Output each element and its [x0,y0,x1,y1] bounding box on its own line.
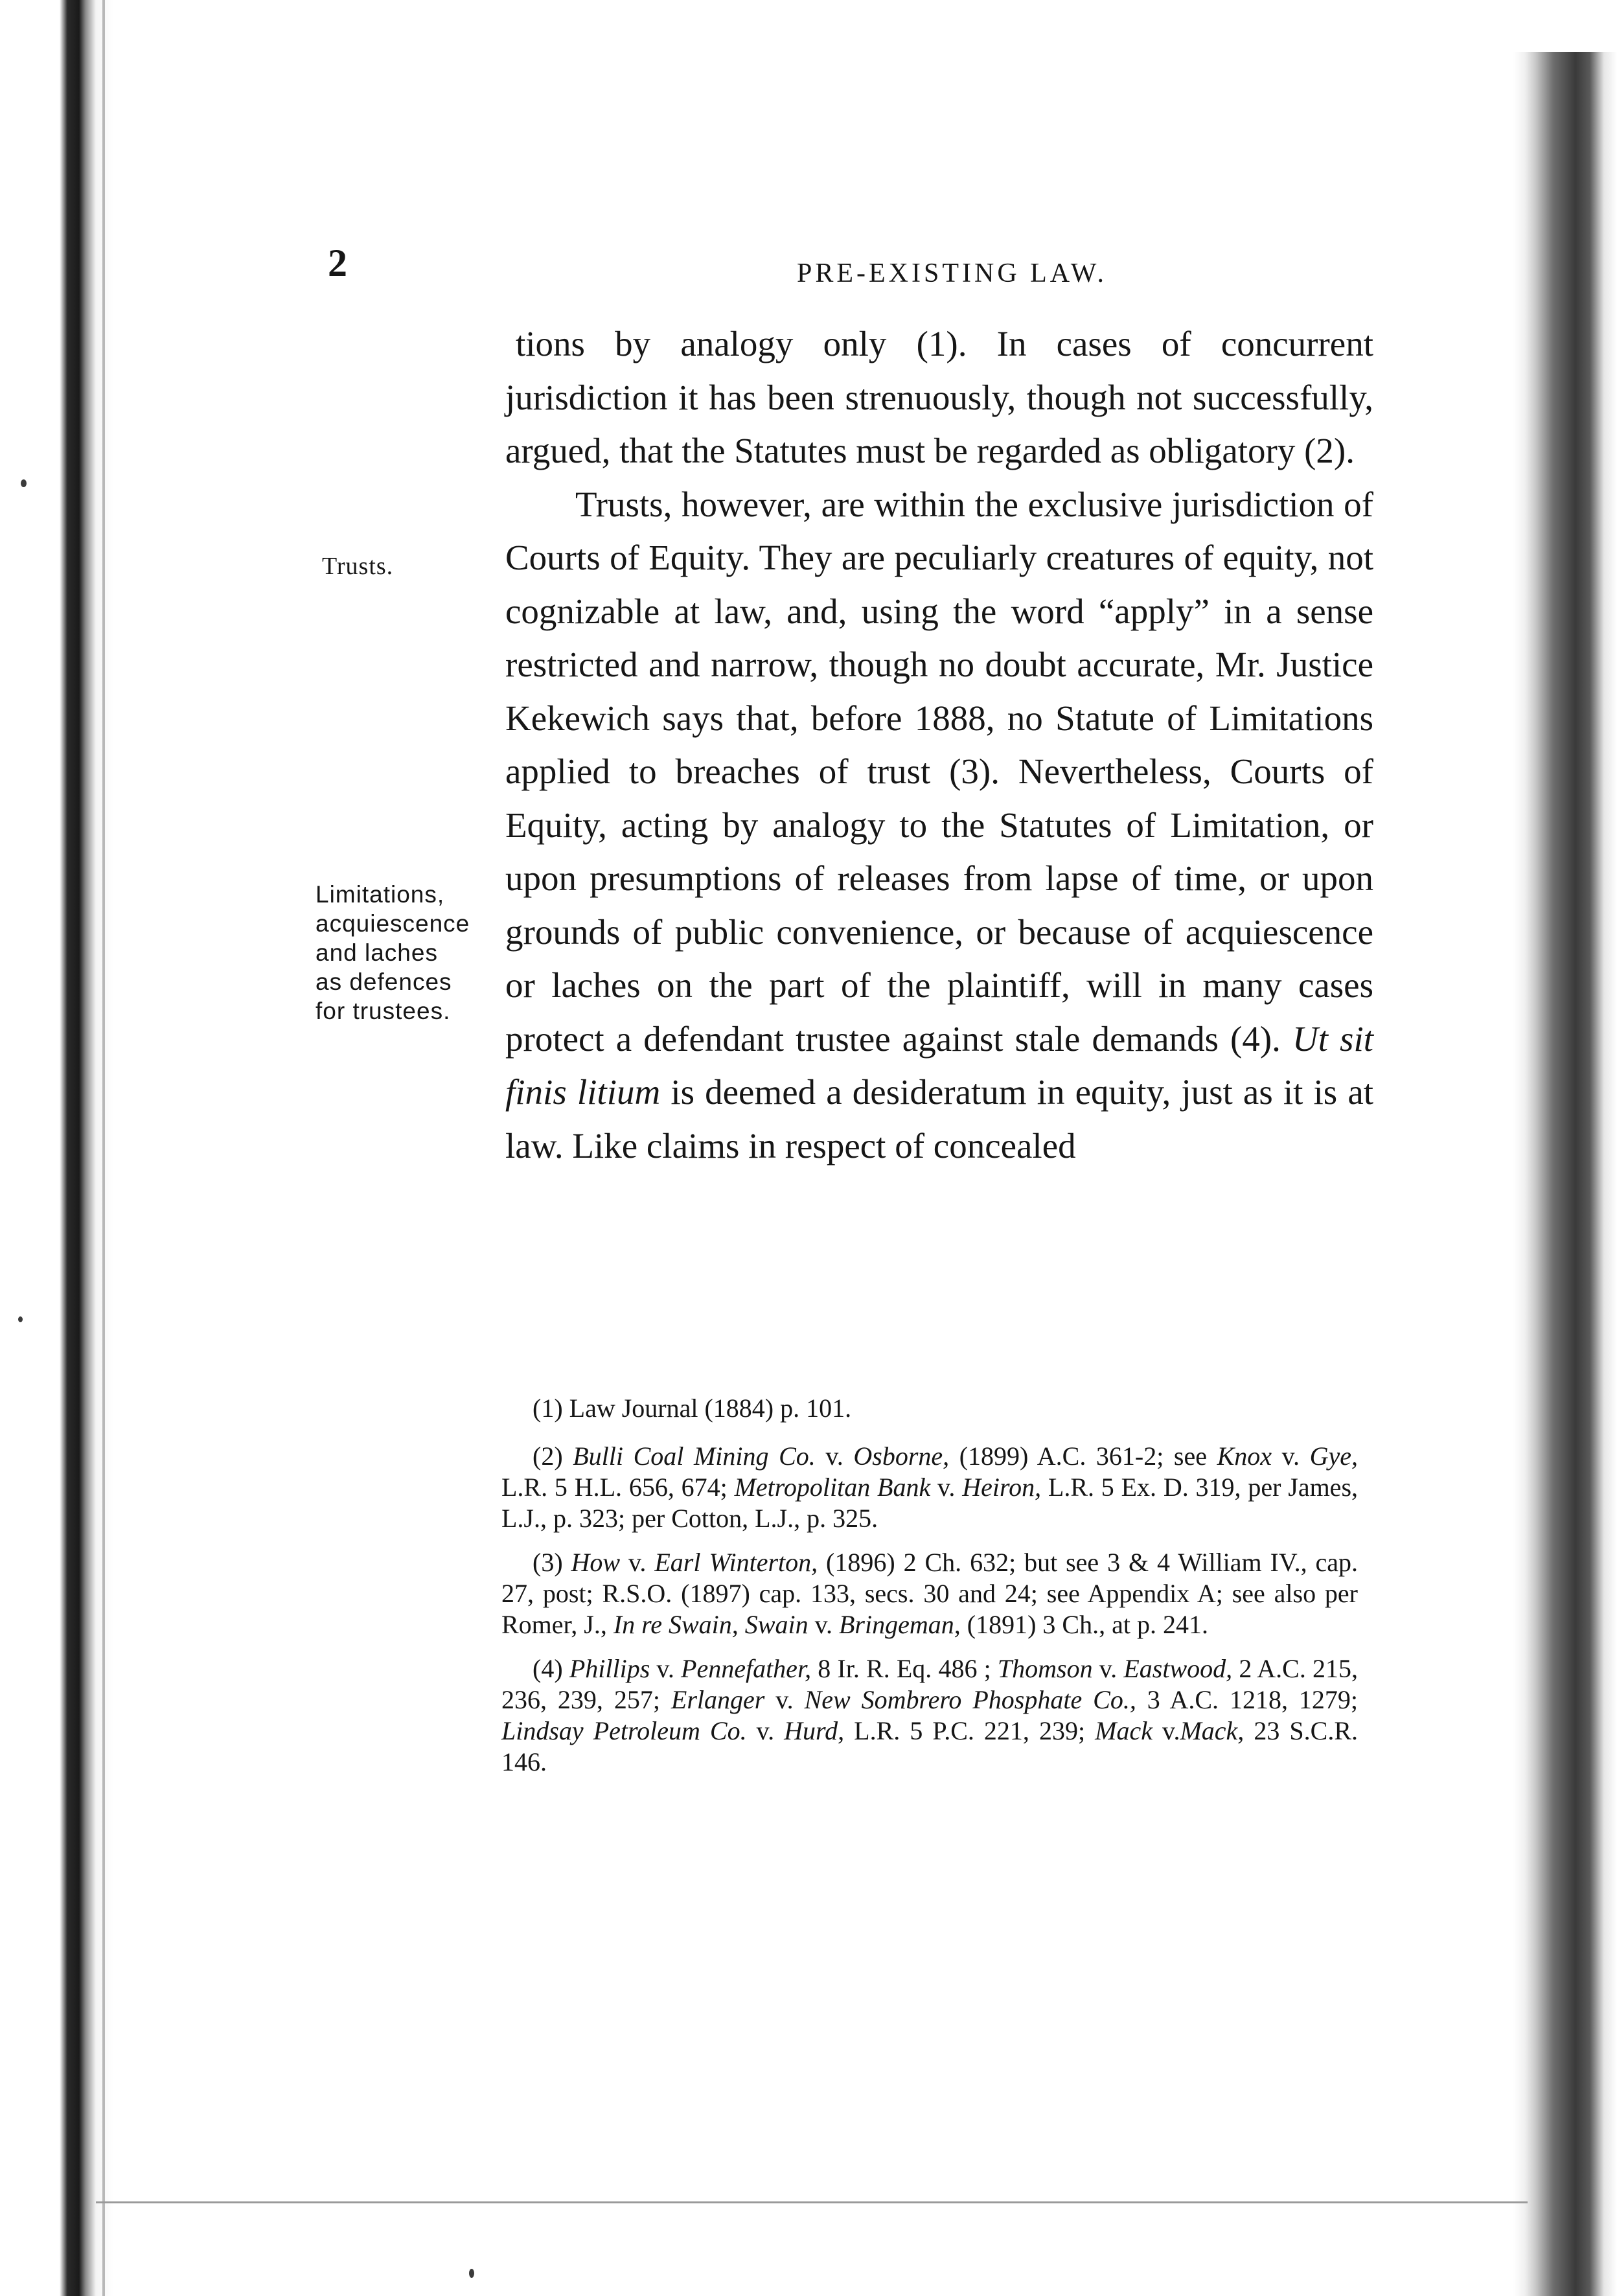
scan-inner-shadow-line [102,0,105,2296]
body-paragraph-2-end: is deemed a desideratum in equity, just as it is at law. Like claims in respect of concealed [505,1072,1374,1165]
footnote-text: v. [808,1610,839,1639]
footnote-text: v. [1272,1441,1310,1471]
footnote-text: v. [746,1716,785,1745]
case-name: Bulli Coal Mining Co. [573,1441,816,1471]
footnote-text: L.R. 5 Ex. D. 319, per James, L.J., p. 323; per Cotton, L.J., p. 325. [501,1473,1359,1533]
footnote-text: v. [764,1685,805,1714]
case-name: Hurd, [784,1716,845,1745]
footnote-text: 3 A.C. 1218, 1279; [1136,1685,1358,1714]
case-name: How [571,1548,621,1577]
scan-right-page-edge [1513,0,1617,2296]
sidenote-line: and laches [315,939,438,966]
footnote-text: v. [650,1654,682,1683]
sidenote-line: Limitations, [315,881,445,908]
case-name: Heiron, [962,1473,1042,1502]
sidenote-line: for trustees. [315,998,451,1024]
sidenote-line: acquiescence [315,910,470,937]
footnote-text: v. [815,1441,854,1471]
case-name: Lindsay Petroleum Co. [501,1716,747,1745]
case-name: Earl Winterton, [654,1548,818,1577]
case-name: In re Swain, Swain [613,1610,808,1639]
body-text [505,317,1373,1173]
case-name: Eastwood, [1123,1654,1233,1683]
case-name: Phillips [569,1654,650,1683]
footnote-text: (1891) 3 Ch., at p. 241. [960,1610,1208,1639]
body-paragraph-1: tions by analogy only (1). In cases of concurrent jurisdiction it has been strenuously, though not successfully, argued, that the Statutes must be regarded as obligatory (2). [505,324,1373,470]
sidenote-limitations [315,880,470,1026]
scan-bottom-border-line [96,2201,1528,2203]
footnote-text: L.R. 5 P.C. 221, 239; [844,1716,1095,1745]
footnote-text: (2) [533,1441,573,1471]
running-head: PRE-EXISTING LAW. [797,258,1108,288]
case-name: Pennefather, [681,1654,812,1683]
footnote-text: (3) [533,1548,571,1577]
body-paragraph-2 [505,478,1373,1173]
sidenote-trusts: Trusts. [322,553,394,580]
case-name: Metropolitan Bank [734,1473,931,1502]
case-name: Gye, [1309,1441,1359,1471]
case-name: Bringeman, [839,1610,961,1639]
footnote-text: (4) [533,1654,569,1683]
case-name: Osborne, [853,1441,950,1471]
case-name: Erlanger [671,1685,765,1714]
footnote-text: L.R. 5 H.L. 656, 674; [501,1473,735,1502]
scan-speck [469,2269,474,2278]
case-name: Thomson [997,1654,1093,1683]
footnote-text: 8 Ir. R. Eq. 486 ; [811,1654,998,1683]
scan-speck [21,479,27,487]
footnote-4 [501,1653,1358,1778]
sidenote-line: as defences [315,969,452,995]
scan-right-edge-top-gap [1513,0,1617,52]
footnote-2 [501,1441,1358,1534]
footnote-text: v. [1092,1654,1124,1683]
footnote-text: (1899) A.C. 361-2; see [949,1441,1217,1471]
footnote-text: (1896) 2 Ch. 632; but see 3 & 4 William IV., cap. 27, post; R.S.O. (1897) cap. 133, secs. 30 and 24; see Appendix A; see also per Romer, J., [501,1548,1359,1639]
case-name: Mack [1095,1716,1153,1745]
footnotes [501,1393,1358,1791]
body-paragraph-2-main: Trusts, however, are within the exclusive jurisdiction of Courts of Equity. They are peculiarly creatures of equity, not cognizable at law, and, using the word “apply” in a sense restricted and narrow, though no doubt accurate, Mr. Justice Kekewich says that, before 1888, no Statute of Limitations applied to breaches of trust (3). Nevertheless, Courts of Equity, acting by analogy to the Statutes of Limitation, or upon presumptions of releases from lapse of time, or upon grounds of public convenience, or because of acquiescence or laches on the part of the plaintiff, will in many cases protect a defendant trustee against stale demands (4). [505,484,1373,1059]
footnote-text: v. [1152,1716,1180,1745]
scan-speck [18,1316,23,1322]
scan-left-binding-edge [0,0,113,2296]
case-name: Mack, [1180,1716,1244,1745]
footnote-3 [501,1547,1358,1640]
footnote-1: (1) Law Journal (1884) p. 101. [533,1394,852,1423]
latin-maxim: Ut sit finis litium [505,1018,1374,1112]
case-name: New Sombrero Phosphate Co., [804,1685,1136,1714]
page-number: 2 [328,242,347,284]
footnote-text: v. [930,1473,963,1502]
footnote-text: v. [620,1548,655,1577]
case-name: Knox [1217,1441,1272,1471]
footnote-text: 23 S.C.R. 146. [501,1716,1358,1776]
footnote-text: 2 A.C. 215, 236, 239, 257; [501,1654,1359,1714]
